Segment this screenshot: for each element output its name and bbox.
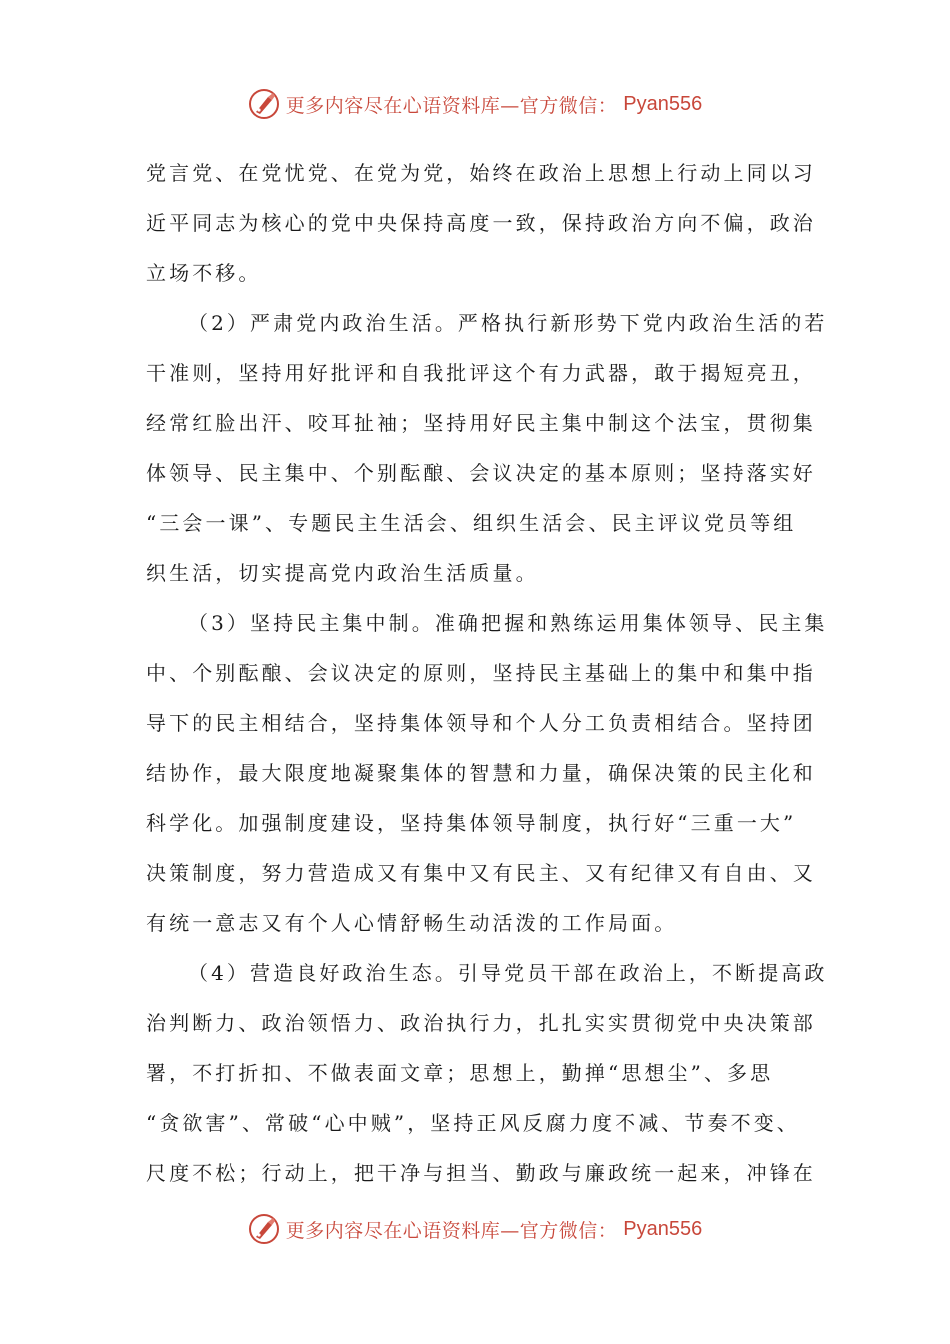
text-line: 中、个别酝酿、会议决定的原则，坚持民主基础上的集中和集中指 xyxy=(146,661,816,685)
text-line: 有统一意志又有个人心情舒畅生动活泼的工作局面。 xyxy=(146,911,678,935)
paragraph-start-line: （2）严肃党内政治生活。严格执行新形势下党内政治生活的若 xyxy=(188,311,828,335)
footer-watermark xyxy=(0,1209,950,1249)
text-line: 干准则，坚持用好批评和自我批评这个有力武器，敢于揭短亮丑， xyxy=(146,361,816,385)
paragraph-start-line: （3）坚持民主集中制。准确把握和熟练运用集体领导、民主集 xyxy=(188,611,828,635)
watermark-text: 更多内容尽在心语资料库—官方微信： xyxy=(285,94,618,117)
text-line: 近平同志为核心的党中央保持高度一致，保持政治方向不偏，政治 xyxy=(146,211,816,235)
text-line: 体领导、民主集中、个别酝酿、会议决定的基本原则；坚持落实好 xyxy=(146,461,816,485)
pen-nib-logo-icon xyxy=(248,88,280,120)
text-line: 结协作，最大限度地凝聚集体的智慧和力量，确保决策的民主化和 xyxy=(146,761,816,785)
text-line: 经常红脸出汗、咬耳扯袖；坚持用好民主集中制这个法宝，贯彻集 xyxy=(146,411,816,435)
paragraph-start-line: （4）营造良好政治生态。引导党员干部在政治上，不断提高政 xyxy=(188,961,828,985)
text-line: 织生活，切实提高党内政治生活质量。 xyxy=(146,561,539,585)
text-line: 立场不移。 xyxy=(146,261,262,285)
text-line: 导下的民主相结合，坚持集体领导和个人分工负责相结合。坚持团 xyxy=(146,711,816,735)
watermark-wechat-id: Pyan556 xyxy=(623,92,703,115)
text-line: 党言党、在党忧党、在党为党，始终在政治上思想上行动上同以习 xyxy=(146,161,816,185)
watermark-text: 更多内容尽在心语资料库—官方微信： xyxy=(285,1219,618,1242)
text-line: 治判断力、政治领悟力、政治执行力，扎扎实实贯彻党中央决策部 xyxy=(146,1011,816,1035)
text-line: 署，不打折扣、不做表面文章；思想上，勤掸“思想尘”、多思 xyxy=(146,1061,774,1085)
text-line: 科学化。加强制度建设，坚持集体领导制度，执行好“三重一大” xyxy=(146,811,797,835)
watermark-wechat-id: Pyan556 xyxy=(623,1217,703,1240)
text-line: “三会一课”、专题民主生活会、组织生活会、民主评议党员等组 xyxy=(146,511,797,535)
text-line: 尺度不松；行动上，把干净与担当、勤政与廉政统一起来，冲锋在 xyxy=(146,1161,816,1185)
document-body xyxy=(146,148,828,1198)
text-line: 决策制度，努力营造成又有集中又有民主、又有纪律又有自由、又 xyxy=(146,861,816,885)
text-line: “贪欲害”、常破“心中贼”，坚持正风反腐力度不减、节奏不变、 xyxy=(146,1111,800,1135)
header-watermark xyxy=(0,84,950,124)
pen-nib-logo-icon xyxy=(248,1213,280,1245)
